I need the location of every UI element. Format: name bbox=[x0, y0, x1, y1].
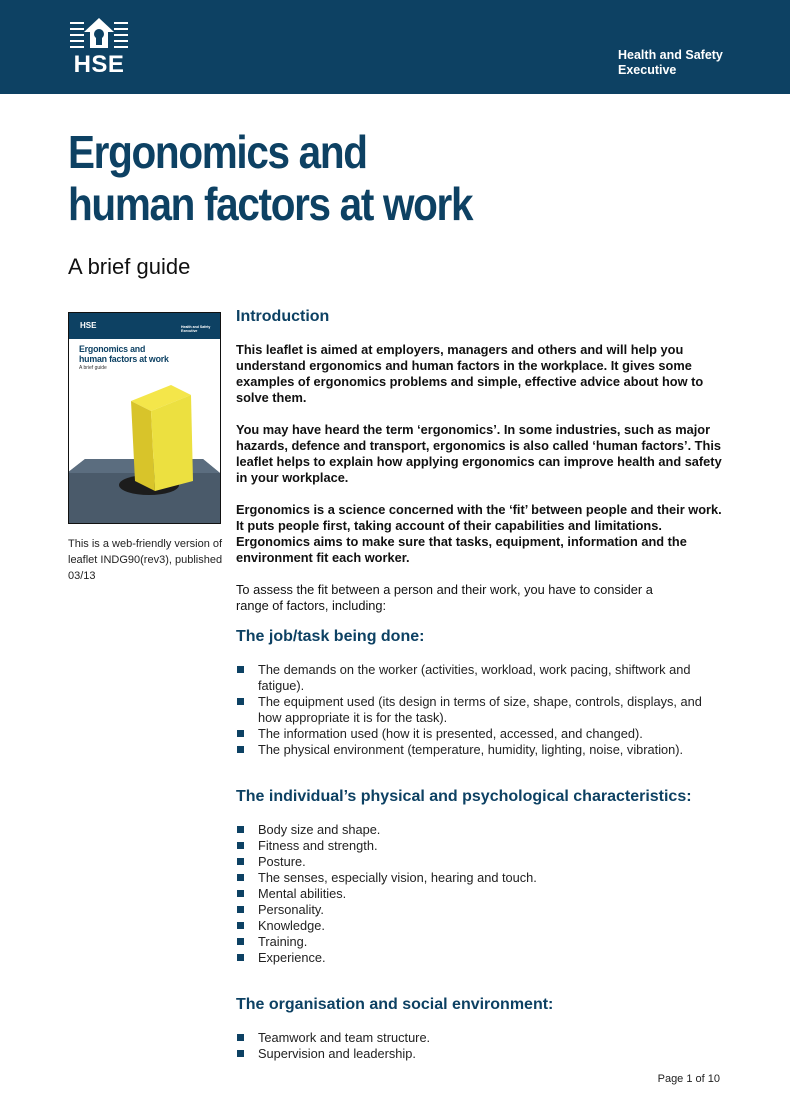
list-item-text: Body size and shape. bbox=[258, 822, 381, 837]
list-item-text: Knowledge. bbox=[258, 918, 325, 933]
job-factors-list bbox=[236, 662, 726, 758]
list-item bbox=[236, 918, 726, 934]
cover-logo-text: HSE bbox=[80, 321, 97, 330]
introduction-heading: Introduction bbox=[236, 308, 330, 325]
bullet-icon bbox=[237, 938, 244, 945]
bullet-icon bbox=[237, 1050, 244, 1057]
cover-subtitle: A brief guide bbox=[79, 365, 107, 371]
job-section-heading: The job/task being done: bbox=[236, 628, 425, 645]
individual-section-heading: The individual’s physical and psychological characteristics: bbox=[236, 788, 692, 805]
individual-factors-list bbox=[236, 822, 726, 966]
list-item bbox=[236, 838, 726, 854]
list-item bbox=[236, 694, 726, 726]
list-item-text: Teamwork and team structure. bbox=[258, 1030, 431, 1045]
organisation-factors-list bbox=[236, 1030, 726, 1062]
list-item bbox=[236, 870, 726, 886]
bullet-icon bbox=[237, 858, 244, 865]
list-item bbox=[236, 726, 726, 742]
bullet-icon bbox=[237, 890, 244, 897]
page-title bbox=[68, 126, 472, 230]
list-item bbox=[236, 1030, 726, 1046]
main-content bbox=[236, 306, 726, 1062]
list-item-text: The physical environment (temperature, humidity, lighting, noise, vibration). bbox=[258, 742, 684, 757]
page-number: Page 1 of 10 bbox=[657, 1073, 720, 1085]
bullet-icon bbox=[237, 922, 244, 929]
header-banner bbox=[0, 0, 790, 94]
bullet-icon bbox=[237, 730, 244, 737]
org-line-1: Health and Safety bbox=[618, 48, 723, 62]
cover-title-line-1: Ergonomics and bbox=[79, 344, 146, 354]
title-line-1: Ergonomics and bbox=[68, 126, 367, 178]
list-item bbox=[236, 662, 726, 694]
list-item-text: Mental abilities. bbox=[258, 886, 347, 901]
list-item bbox=[236, 934, 726, 950]
bullet-icon bbox=[237, 906, 244, 913]
cover-org-text: Health and Safety Executive bbox=[181, 325, 211, 333]
list-item bbox=[236, 822, 726, 838]
page-subtitle: A brief guide bbox=[68, 254, 191, 279]
intro-paragraph-1: This leaflet is aimed at employers, managers and others and will help you understand ergonomics and human factors in the workplace. It gives some examples of ergonomics problems and simple, effective advice about how to solve them. bbox=[236, 342, 704, 405]
bullet-icon bbox=[237, 842, 244, 849]
bullet-icon bbox=[237, 954, 244, 961]
cover-title-line-2: human factors at work bbox=[79, 354, 169, 364]
bullet-icon bbox=[237, 666, 244, 673]
bullet-icon bbox=[237, 826, 244, 833]
leaflet-cover-thumbnail bbox=[68, 312, 221, 524]
bullet-icon bbox=[237, 698, 244, 705]
list-item-text: Experience. bbox=[258, 950, 326, 965]
organisation-section-heading: The organisation and social environment: bbox=[236, 996, 554, 1013]
title-line-2: human factors at work bbox=[68, 178, 473, 230]
list-item-text: The demands on the worker (activities, workload, work pacing, shiftwork and fatigue). bbox=[258, 662, 691, 693]
organisation-name bbox=[618, 48, 778, 78]
intro-paragraph-2: You may have heard the term ‘ergonomics’. In some industries, such as major hazards, defence and transport, ergonomics is also called ‘human factors’. This leaflet helps to explain how applying ergonomics can improve health and safety in your workplace. bbox=[236, 422, 722, 485]
list-item bbox=[236, 886, 726, 902]
list-item-text: Supervision and leadership. bbox=[258, 1046, 416, 1061]
logo-text: HSE bbox=[73, 51, 125, 78]
list-item-text: Fitness and strength. bbox=[258, 838, 378, 853]
intro-paragraph-3: Ergonomics is a science concerned with the ‘fit’ between people and their work. It puts people first, taking account of their capabilities and limitations. Ergonomics aims to make sure that tasks, equipment, information and the environment fit each worker. bbox=[236, 502, 722, 565]
list-item bbox=[236, 902, 726, 918]
list-item bbox=[236, 742, 726, 758]
list-item-text: Training. bbox=[258, 934, 308, 949]
bullet-icon bbox=[237, 874, 244, 881]
bullet-icon bbox=[237, 746, 244, 753]
list-item-text: The equipment used (its design in terms of size, shape, controls, displays, and how appropriate it is for the task). bbox=[258, 694, 702, 725]
list-item-text: The senses, especially vision, hearing and touch. bbox=[258, 870, 537, 885]
cover-title bbox=[79, 344, 214, 364]
cover-caption: This is a web-friendly version of leaflet INDG90(rev3), published 03/13 bbox=[68, 538, 223, 582]
list-item bbox=[236, 950, 726, 966]
org-line-2: Executive bbox=[618, 63, 677, 77]
list-item bbox=[236, 1046, 726, 1062]
bullet-icon bbox=[237, 1034, 244, 1041]
list-item-text: The information used (how it is presented, accessed, and changed). bbox=[258, 726, 643, 741]
intro-paragraph-4: To assess the fit between a person and their work, you have to consider a range of factors, including: bbox=[236, 582, 653, 613]
list-item-text: Posture. bbox=[258, 854, 306, 869]
list-item bbox=[236, 854, 726, 870]
list-item-text: Personality. bbox=[258, 902, 324, 917]
